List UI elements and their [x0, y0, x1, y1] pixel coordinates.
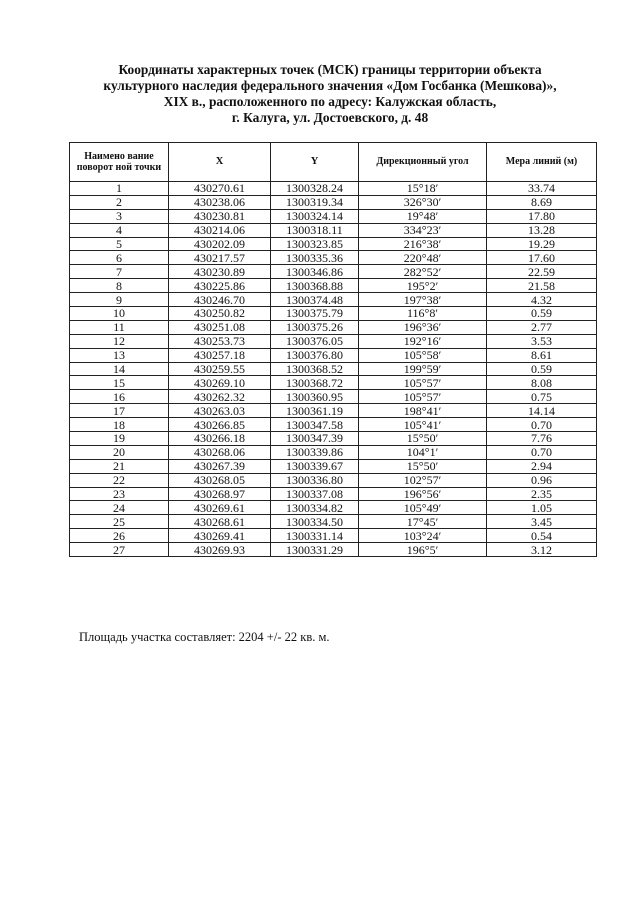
title-line: XIX в., расположенного по адресу: Калужская область,	[163, 94, 497, 109]
area-statement: Площадь участка составляет: 2204 +/- 22 кв. м.	[79, 630, 330, 644]
y-cell: 1300376.80	[271, 348, 359, 362]
direction-angle-cell: 19°48′	[359, 209, 487, 223]
point-number-cell: 15	[70, 376, 169, 390]
point-number-cell: 24	[70, 501, 169, 515]
direction-angle-cell: 17°45′	[359, 515, 487, 529]
line-length-cell: 8.61	[487, 348, 597, 362]
point-number-cell: 4	[70, 223, 169, 237]
point-number-cell: 21	[70, 459, 169, 473]
y-cell: 1300368.72	[271, 376, 359, 390]
y-cell: 1300339.86	[271, 445, 359, 459]
direction-angle-cell: 15°50′	[359, 432, 487, 446]
point-number-cell: 16	[70, 390, 169, 404]
header-point-name: Наимено вание поворот ной точки	[70, 143, 169, 182]
x-cell: 430217.57	[169, 251, 271, 265]
table-row	[70, 362, 597, 376]
line-length-cell: 2.35	[487, 487, 597, 501]
y-cell: 1300339.67	[271, 459, 359, 473]
line-length-cell: 4.32	[487, 293, 597, 307]
line-length-cell: 0.75	[487, 390, 597, 404]
line-length-cell: 3.53	[487, 334, 597, 348]
point-number-cell: 22	[70, 473, 169, 487]
line-length-cell: 21.58	[487, 279, 597, 293]
y-cell: 1300318.11	[271, 223, 359, 237]
x-cell: 430251.08	[169, 320, 271, 334]
table-header-row	[70, 143, 597, 182]
x-cell: 430270.61	[169, 182, 271, 196]
x-cell: 430268.05	[169, 473, 271, 487]
line-length-cell: 19.29	[487, 237, 597, 251]
y-cell: 1300335.36	[271, 251, 359, 265]
header-y: Y	[271, 143, 359, 182]
direction-angle-cell: 334°23′	[359, 223, 487, 237]
table-row	[70, 418, 597, 432]
y-cell: 1300347.58	[271, 418, 359, 432]
table-row	[70, 501, 597, 515]
header-x: X	[169, 143, 271, 182]
table-row	[70, 473, 597, 487]
direction-angle-cell: 102°57′	[359, 473, 487, 487]
line-length-cell: 2.77	[487, 320, 597, 334]
line-length-cell: 3.45	[487, 515, 597, 529]
direction-angle-cell: 198°41′	[359, 404, 487, 418]
y-cell: 1300374.48	[271, 293, 359, 307]
x-cell: 430259.55	[169, 362, 271, 376]
table-body	[70, 182, 597, 557]
line-length-cell: 0.54	[487, 529, 597, 543]
x-cell: 430230.89	[169, 265, 271, 279]
x-cell: 430266.18	[169, 432, 271, 446]
point-number-cell: 23	[70, 487, 169, 501]
header-direction-angle: Дирекционный угол	[359, 143, 487, 182]
direction-angle-cell: 216°38′	[359, 237, 487, 251]
point-number-cell: 20	[70, 445, 169, 459]
x-cell: 430268.97	[169, 487, 271, 501]
x-cell: 430269.41	[169, 529, 271, 543]
point-number-cell: 14	[70, 362, 169, 376]
direction-angle-cell: 196°56′	[359, 487, 487, 501]
y-cell: 1300346.86	[271, 265, 359, 279]
direction-angle-cell: 105°57′	[359, 390, 487, 404]
table-row	[70, 515, 597, 529]
x-cell: 430267.39	[169, 459, 271, 473]
line-length-cell: 2.94	[487, 459, 597, 473]
table-row	[70, 237, 597, 251]
line-length-cell: 0.70	[487, 418, 597, 432]
direction-angle-cell: 15°50′	[359, 459, 487, 473]
table-row	[70, 529, 597, 543]
x-cell: 430257.18	[169, 348, 271, 362]
y-cell: 1300375.79	[271, 307, 359, 321]
direction-angle-cell: 282°52′	[359, 265, 487, 279]
y-cell: 1300324.14	[271, 209, 359, 223]
line-length-cell: 17.80	[487, 209, 597, 223]
title-line: Координаты характерных точек (МСК) границы территории объекта	[118, 62, 542, 77]
table-row	[70, 307, 597, 321]
direction-angle-cell: 105°58′	[359, 348, 487, 362]
x-cell: 430269.10	[169, 376, 271, 390]
line-length-cell: 7.76	[487, 432, 597, 446]
direction-angle-cell: 104°1′	[359, 445, 487, 459]
y-cell: 1300360.95	[271, 390, 359, 404]
table-row	[70, 209, 597, 223]
point-number-cell: 11	[70, 320, 169, 334]
y-cell: 1300376.05	[271, 334, 359, 348]
y-cell: 1300375.26	[271, 320, 359, 334]
table-row	[70, 265, 597, 279]
table-row	[70, 432, 597, 446]
line-length-cell: 1.05	[487, 501, 597, 515]
point-number-cell: 6	[70, 251, 169, 265]
x-cell: 430262.32	[169, 390, 271, 404]
direction-angle-cell: 105°41′	[359, 418, 487, 432]
header-line-length: Мера линий (м)	[487, 143, 597, 182]
y-cell: 1300361.19	[271, 404, 359, 418]
point-number-cell: 2	[70, 195, 169, 209]
table-row	[70, 279, 597, 293]
point-number-cell: 3	[70, 209, 169, 223]
line-length-cell: 8.69	[487, 195, 597, 209]
table-row	[70, 459, 597, 473]
direction-angle-cell: 220°48′	[359, 251, 487, 265]
direction-angle-cell: 192°16′	[359, 334, 487, 348]
y-cell: 1300368.52	[271, 362, 359, 376]
point-number-cell: 12	[70, 334, 169, 348]
y-cell: 1300328.24	[271, 182, 359, 196]
y-cell: 1300331.29	[271, 543, 359, 557]
direction-angle-cell: 196°5′	[359, 543, 487, 557]
line-length-cell: 0.96	[487, 473, 597, 487]
direction-angle-cell: 326°30′	[359, 195, 487, 209]
point-number-cell: 13	[70, 348, 169, 362]
y-cell: 1300323.85	[271, 237, 359, 251]
title-line: г. Калуга, ул. Достоевского, д. 48	[231, 110, 429, 125]
table-row	[70, 334, 597, 348]
table-row	[70, 543, 597, 557]
direction-angle-cell: 105°57′	[359, 376, 487, 390]
direction-angle-cell: 197°38′	[359, 293, 487, 307]
point-number-cell: 26	[70, 529, 169, 543]
direction-angle-cell: 196°36′	[359, 320, 487, 334]
y-cell: 1300319.34	[271, 195, 359, 209]
x-cell: 430268.61	[169, 515, 271, 529]
y-cell: 1300331.14	[271, 529, 359, 543]
line-length-cell: 8.08	[487, 376, 597, 390]
y-cell: 1300337.08	[271, 487, 359, 501]
x-cell: 430263.03	[169, 404, 271, 418]
x-cell: 430246.70	[169, 293, 271, 307]
table-row	[70, 223, 597, 237]
x-cell: 430266.85	[169, 418, 271, 432]
table-row	[70, 376, 597, 390]
point-number-cell: 18	[70, 418, 169, 432]
point-number-cell: 27	[70, 543, 169, 557]
direction-angle-cell: 199°59′	[359, 362, 487, 376]
x-cell: 430269.93	[169, 543, 271, 557]
table-row	[70, 348, 597, 362]
table-row	[70, 390, 597, 404]
line-length-cell: 33.74	[487, 182, 597, 196]
line-length-cell: 0.70	[487, 445, 597, 459]
direction-angle-cell: 15°18′	[359, 182, 487, 196]
line-length-cell: 17.60	[487, 251, 597, 265]
document-title	[60, 62, 600, 126]
table-row	[70, 445, 597, 459]
x-cell: 430269.61	[169, 501, 271, 515]
x-cell: 430202.09	[169, 237, 271, 251]
x-cell: 430230.81	[169, 209, 271, 223]
line-length-cell: 3.12	[487, 543, 597, 557]
x-cell: 430238.06	[169, 195, 271, 209]
y-cell: 1300336.80	[271, 473, 359, 487]
point-number-cell: 10	[70, 307, 169, 321]
y-cell: 1300368.88	[271, 279, 359, 293]
x-cell: 430253.73	[169, 334, 271, 348]
x-cell: 430225.86	[169, 279, 271, 293]
direction-angle-cell: 116°8′	[359, 307, 487, 321]
point-number-cell: 7	[70, 265, 169, 279]
line-length-cell: 0.59	[487, 307, 597, 321]
table-row	[70, 195, 597, 209]
y-cell: 1300334.82	[271, 501, 359, 515]
coordinates-table	[69, 142, 597, 557]
point-number-cell: 8	[70, 279, 169, 293]
table-row	[70, 293, 597, 307]
table-row	[70, 487, 597, 501]
y-cell: 1300347.39	[271, 432, 359, 446]
title-line: культурного наследия федерального значения «Дом Госбанка (Мешкова)»,	[103, 78, 557, 93]
point-number-cell: 9	[70, 293, 169, 307]
line-length-cell: 14.14	[487, 404, 597, 418]
table-row	[70, 404, 597, 418]
table-row	[70, 182, 597, 196]
x-cell: 430214.06	[169, 223, 271, 237]
point-number-cell: 1	[70, 182, 169, 196]
x-cell: 430250.82	[169, 307, 271, 321]
table-row	[70, 251, 597, 265]
line-length-cell: 13.28	[487, 223, 597, 237]
direction-angle-cell: 103°24′	[359, 529, 487, 543]
line-length-cell: 22.59	[487, 265, 597, 279]
point-number-cell: 17	[70, 404, 169, 418]
y-cell: 1300334.50	[271, 515, 359, 529]
x-cell: 430268.06	[169, 445, 271, 459]
point-number-cell: 5	[70, 237, 169, 251]
table-row	[70, 320, 597, 334]
direction-angle-cell: 105°49′	[359, 501, 487, 515]
point-number-cell: 25	[70, 515, 169, 529]
point-number-cell: 19	[70, 432, 169, 446]
direction-angle-cell: 195°2′	[359, 279, 487, 293]
line-length-cell: 0.59	[487, 362, 597, 376]
